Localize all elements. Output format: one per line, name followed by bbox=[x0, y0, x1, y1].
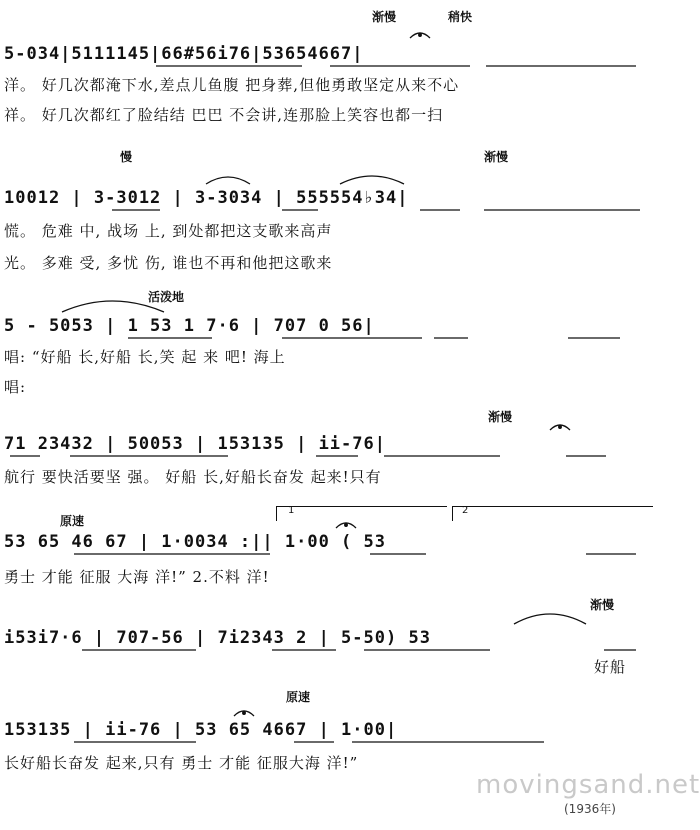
score-row-4-lyric: 航行 要快活要坚 强。 好船 长,好船长奋发 起来!只有 bbox=[4, 468, 382, 486]
volta-label-first: 1 bbox=[288, 505, 295, 516]
score-row-1-lyric-verse-2: 祥。 好几次都红了脸结结 巴巴 不会讲,连那脸上笑容也都一扫 bbox=[4, 106, 444, 124]
score-row-7-notes: 153135 | ii-76 | 53 65 4667 | 1·00| bbox=[4, 720, 398, 740]
score-row-2-notes: 10012 | 3-3012 | 3-3034 | 555554♭34| bbox=[4, 188, 409, 208]
score-row-4-notes: 71 23432 | 50053 | 153135 | ii-76| bbox=[4, 434, 386, 454]
tempo-mark-yuansu-1: 原速 bbox=[60, 514, 85, 528]
tempo-mark-man: 慢 bbox=[120, 150, 133, 164]
volta-label-second: 2 bbox=[462, 505, 469, 516]
tempo-mark-jianman-4: 渐慢 bbox=[590, 598, 615, 612]
score-row-6-notes: i53i7·6 | 707-56 | 7i2343 2 | 5-50) 53 bbox=[4, 628, 431, 648]
score-row-7-lyric: 长好船长奋发 起来,只有 勇士 才能 征服大海 洋!” bbox=[4, 754, 359, 772]
score-row-5-lyric: 勇士 才能 征服 大海 洋!” 2.不料 洋! bbox=[4, 568, 270, 586]
score-row-1-notes: 5-034|5111145|66#56i76|53654667| bbox=[4, 44, 364, 64]
score-row-1-lyric-verse-1: 洋。 好几次都淹下水,差点儿鱼腹 把身葬,但他勇敢坚定从来不心 bbox=[4, 76, 460, 94]
tempo-mark-huopo: 活泼地 bbox=[148, 290, 185, 304]
score-row-3-lyric-verse-1: 唱: “好船 长,好船 长,笑 起 来 吧! 海上 bbox=[4, 348, 286, 366]
score-row-6-lyric: 好船 bbox=[594, 658, 627, 676]
score-row-5-notes: 53 65 46 67 | 1·0034 :|| 1·00 ( 53 bbox=[4, 532, 386, 552]
tempo-mark-jianman-2: 渐慢 bbox=[484, 150, 509, 164]
tempo-mark-jianman-1: 渐慢 bbox=[372, 10, 397, 24]
tempo-mark-shaokuai: 稍快 bbox=[448, 10, 473, 24]
score-row-3-notes: 5 - 5053 | 1 53 1 7·6 | 707 0 56| bbox=[4, 316, 375, 336]
composition-year: (1936年) bbox=[564, 802, 616, 816]
watermark: movingsand.net bbox=[476, 770, 700, 800]
score-row-2-lyric-verse-1: 慌。 危难 中, 战场 上, 到处都把这支歌来高声 bbox=[4, 222, 333, 240]
score-row-3-lyric-verse-2: 唱: bbox=[4, 378, 27, 396]
score-row-2-lyric-verse-2: 光。 多难 受, 多忧 伤, 谁也不再和他把这歌来 bbox=[4, 254, 333, 272]
tempo-mark-yuansu-2: 原速 bbox=[286, 690, 311, 704]
tempo-mark-jianman-3: 渐慢 bbox=[488, 410, 513, 424]
